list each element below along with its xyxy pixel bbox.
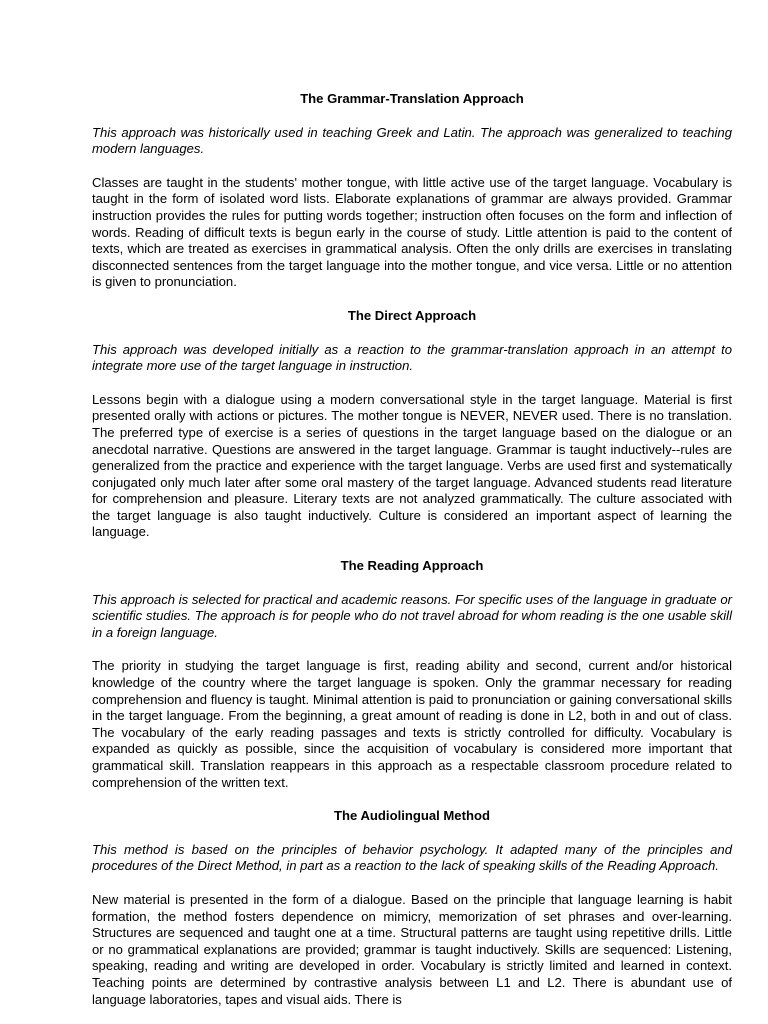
section-title: The Grammar-Translation Approach (300, 91, 524, 106)
section-body: Lessons begin with a dialogue using a modern conversational style in the target language. Material is first presented orally with actions or pictures. The mother tongue is NEVER, NEVER used. There is no translation. The preferred type of exercise is a series of questions in the target language based on the dialogue or an anecdotal narrative. Questions are answered in the target language. Grammar is taught inductively--rules are generalized from the practice and experience with the target language. Verbs are used first and systematically conjugated only much later after some oral mastery of the target language. Advanced students read literature for comprehension and pleasure. Literary texts are not analyzed grammatically. The culture associated with the target language is also taught inductively. Culture is considered an important aspect of learning the language. (92, 391, 732, 540)
section-body: The priority in studying the target language is first, reading ability and second, current and/or historical knowledge of the country where the target language is spoken. Only the grammar necessary for reading comprehension and fluency is taught. Minimal attention is paid to pronunciation or gaining conversational skills in the target language. From the beginning, a great amount of reading is done in L2, both in and out of class. The vocabulary of the early reading passages and texts is strictly controlled for difficulty. Vocabulary is expanded as quickly as possible, since the acquisition of vocabulary is considered more important that grammatical skill. Translation reappears in this approach as a respectable classroom procedure related to comprehension of the written text. (92, 658, 732, 790)
section-title: The Audiolingual Method (334, 808, 490, 824)
section-intro: This method is based on the principles of behavior psychology. It adapted many of the principles and procedures of the Direct Method, in part as a reaction to the lack of speaking skills of the Reading Approach. (92, 841, 732, 874)
section-intro: This approach is selected for practical and academic reasons. For specific uses of the language in graduate or scientific studies. The approach is for people who do not travel abroad for whom reading is the one usable skill in a foreign language. (92, 591, 732, 640)
section-title: The Direct Approach (347, 307, 477, 323)
section-title: The Reading Approach (340, 558, 484, 574)
document-content (92, 91, 732, 1008)
section-direct-approach (92, 308, 732, 558)
section-reading-approach (92, 558, 732, 808)
section-intro: This approach was historically used in teaching Greek and Latin. The approach was generalized to teaching modern languages. (92, 124, 732, 157)
section-intro: This approach was developed initially as a reaction to the grammar-translation approach in an attempt to integrate more use of the target language in instruction. (92, 341, 732, 374)
section-grammar-translation (92, 91, 732, 308)
section-audiolingual-method (92, 808, 732, 1008)
section-body: New material is presented in the form of a dialogue. Based on the principle that language learning is habit formation, the method fosters dependence on mimicry, memorization of set phrases and over-learning. Structures are sequenced and taught one at a time. Structural patterns are taught using repetitive drills. Little or no grammatical explanations are provided; grammar is taught inductively. Skills are sequenced: Listening, speaking, reading and writing are developed in order. Vocabulary is strictly limited and learned in context. Teaching points are determined by contrastive analysis between L1 and L2. There is abundant use of language laboratories, tapes and visual aids. There is (92, 891, 732, 1007)
section-body: Classes are taught in the students' mother tongue, with little active use of the target language. Vocabulary is taught in the form of isolated word lists. Elaborate explanations of grammar are always provided. Grammar instruction provides the rules for putting words together; instruction often focuses on the form and inflection of words. Reading of difficult texts is begun early in the course of study. Little attention is paid to the content of texts, which are treated as exercises in grammatical analysis. Often the only drills are exercises in translating disconnected sentences from the target language into the mother tongue, and vice versa. Little or no attention is given to pronunciation. (92, 174, 732, 290)
